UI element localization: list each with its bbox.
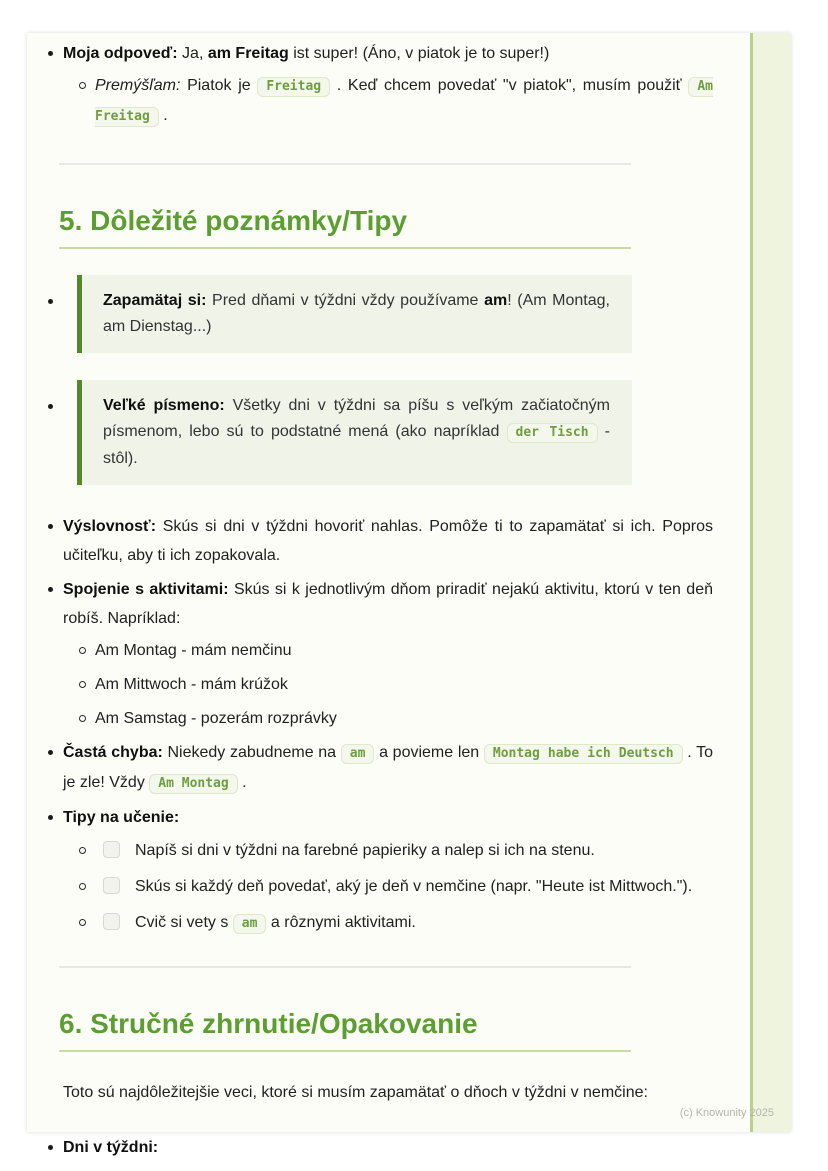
section-5-heading: 5. Dôležité poznámky/Tipy — [59, 205, 631, 249]
text: Napíš si dni v týždni na farebné papieriky a nalep si ich na stenu. — [135, 842, 595, 859]
checklist-item — [63, 838, 713, 863]
list-item-my-answer — [63, 39, 713, 131]
notes-list — [63, 275, 713, 485]
list-item-common-mistake — [63, 738, 713, 798]
callout-box-remember — [77, 275, 632, 353]
text: Am Montag - mám nemčinu — [95, 642, 292, 659]
code-chip: am — [233, 914, 267, 934]
term-label: Dni v týždni: — [63, 1139, 159, 1156]
section-6-heading: 6. Stručné zhrnutie/Opakovanie — [59, 1008, 631, 1052]
term-label: Výslovnosť: — [63, 518, 157, 535]
summary-list — [63, 1133, 713, 1162]
list-item-pronunciation — [63, 512, 713, 570]
document-page — [27, 33, 791, 1156]
checklist-item — [63, 874, 713, 899]
watermark: (c) Knowunity 2025 — [679, 1107, 774, 1119]
term-label: Moja odpoveď: — [63, 45, 178, 62]
text: . — [237, 774, 247, 791]
summary-intro-text: Toto sú najdôležitejšie veci, ktoré si musím zapamätať o dňoch v týždni v nemčine: — [63, 1084, 648, 1101]
bold-text: am — [484, 292, 508, 309]
term-label: Zapamätaj si: — [103, 292, 207, 309]
text: . Keď chcem povedať "v piatok", musím použiť — [330, 77, 689, 94]
text: ! (Am Montag, am Dienstag...) — [103, 292, 610, 335]
list-item — [63, 704, 713, 733]
list-item-activities — [63, 575, 713, 733]
callout-box-capitalization — [77, 380, 632, 485]
activities-sublist — [63, 636, 713, 733]
term-label: Spojenie s aktivitami: — [63, 581, 229, 598]
code-chip: Am Montag — [149, 774, 237, 794]
checkbox-unchecked[interactable] — [103, 913, 120, 930]
text: Ja, — [177, 45, 208, 62]
italic-label: Premýšľam: — [95, 77, 181, 94]
text: ist super! (Áno, v piatok je to super!) — [288, 45, 550, 62]
text: Niekedy zabudneme na — [162, 744, 341, 761]
text: Skús si každý deň povedať, aký je deň v nemčine (napr. "Heute ist Mittwoch."). — [135, 878, 693, 895]
list-item — [63, 636, 713, 665]
term-label: Veľké písmeno: — [103, 397, 225, 414]
text: . — [158, 107, 168, 124]
checkbox-unchecked[interactable] — [103, 841, 120, 858]
section-divider — [59, 163, 631, 165]
list-item-learning-tips — [63, 803, 713, 936]
text: Am Samstag - pozerám rozprávky — [95, 710, 337, 727]
list-item-callout — [63, 275, 713, 353]
text: a rôznymi aktivitami. — [266, 914, 416, 931]
text: Pred dňami v týždni vždy používame — [206, 292, 485, 309]
document-content — [59, 39, 714, 1167]
checklist — [63, 838, 713, 936]
code-chip: Am Freitag — [95, 77, 713, 127]
term-label: Častá chyba: — [63, 744, 163, 761]
list-item-thinking — [63, 71, 713, 131]
text: . To je zle! Vždy — [63, 744, 714, 791]
bold-text: am Freitag — [207, 45, 289, 62]
tips-list — [63, 512, 713, 936]
code-chip: am — [341, 744, 375, 764]
text: Skús si dni v týždni hovoriť nahlas. Pomôže ti to zapamätať si ich. Popros učiteľku, aby ti ich zopakovala. — [63, 518, 713, 564]
term-label: Tipy na učenie: — [63, 809, 180, 826]
text: Piatok je — [180, 77, 258, 94]
page-edge-strip — [750, 33, 791, 1132]
checklist-item — [63, 910, 713, 936]
text: - stôl). — [103, 423, 610, 467]
code-chip: Freitag — [257, 77, 330, 97]
text: Am Mittwoch - mám krúžok — [95, 676, 288, 693]
code-chip: Montag habe ich Deutsch — [484, 744, 683, 764]
list-item — [63, 670, 713, 699]
text: a povieme len — [374, 744, 484, 761]
code-chip: der Tisch — [507, 423, 598, 443]
checkbox-unchecked[interactable] — [103, 877, 120, 894]
intro-sublist — [63, 71, 713, 131]
list-item-callout — [63, 380, 713, 485]
intro-list — [63, 39, 713, 131]
text: Všetky dni v týždni sa píšu s veľkým začiatočným písmenom, lebo sú to podstatné mená (ako napríklad — [103, 397, 611, 440]
list-item-days — [63, 1133, 713, 1162]
text: Skús si k jednotlivým dňom priradiť nejakú aktivitu, ktorú v ten deň robíš. Napríklad: — [63, 581, 714, 627]
text: Cvič si vety s — [135, 914, 233, 931]
section-divider — [59, 966, 631, 968]
